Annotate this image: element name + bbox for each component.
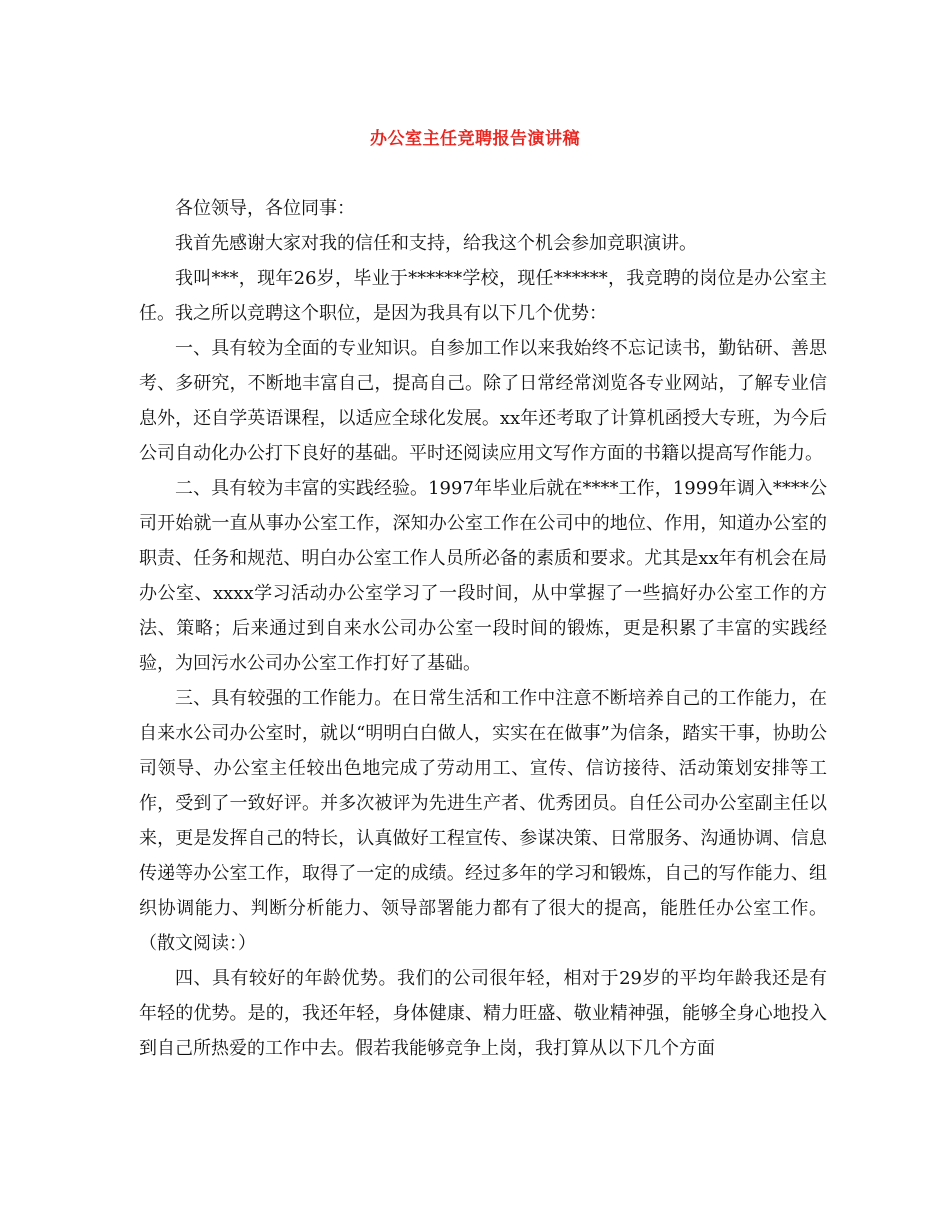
advantage-four-paragraph: 四、具有较好的年龄优势。我们的公司很年轻，相对于29岁的平均年龄我还是有年轻的优势。是的，我还年轻，身体健康、精力旺盛、敬业精神强，能够全身心地投入到自己所热爱的工作中去。假若我能够竞争上岗，我打算从以下几个方面 (139, 968, 827, 1059)
thanks-paragraph: 我首先感谢大家对我的信任和支持，给我这个机会参加竞职演讲。 (175, 233, 697, 254)
advantage-one-paragraph: 一、具有较为全面的专业知识。自参加工作以来我始终不忘记读书，勤钻研、善思考、多研究，不断地丰富自己，提高自己。除了日常经常浏览各专业网站，了解专业信息外，还自学英语课程，以适应全球化发展。xx年还考取了计算机函授大专班，为今后公司自动化办公打下良好的基础。平时还阅读应用文写作方面的书籍以提高写作能力。 (139, 338, 827, 464)
document-title: 办公室主任竞聘报告演讲稿 (370, 129, 580, 149)
document-body (139, 191, 827, 1066)
advantage-three-paragraph: 三、具有较强的工作能力。在日常生活和工作中注意不断培养自己的工作能力，在自来水公司办公室时，就以“明明白白做人，实实在在做事”为信条，踏实干事，协助公司领导、办公室主任较出色地完成了劳动用工、宣传、信访接待、活动策划安排等工作，受到了一致好评。并多次被评为先进生产者、优秀团员。自任公司办公室副主任以来，更是发挥自己的特长，认真做好工程宣传、参谋决策、日常服务、沟通协调、信息传递等办公室工作，取得了一定的成绩。经过多年的学习和锻炼，自己的写作能力、组织协调能力、判断分析能力、领导部署能力都有了很大的提高，能胜任办公室工作。（散文阅读：） (139, 688, 827, 954)
salutation-paragraph: 各位领导，各位同事： (175, 198, 355, 219)
advantage-two-paragraph: 二、具有较为丰富的实践经验。1997年毕业后就在****工作，1999年调入****公司开始就一直从事办公室工作，深知办公室工作在公司中的地位、作用，知道办公室的职责、任务和规范、明白办公室工作人员所必备的素质和要求。尤其是xx年有机会在局办公室、xxxx学习活动办公室学习了一段时间，从中掌握了一些搞好办公室工作的方法、策略；后来通过到自来水公司办公室一段时间的锻炼，更是积累了丰富的实践经验，为回污水公司办公室工作打好了基础。 (139, 478, 827, 674)
intro-paragraph: 我叫***，现年26岁，毕业于******学校，现任******，我竞聘的岗位是办公室主任。我之所以竞聘这个职位，是因为我具有以下几个优势： (139, 268, 827, 324)
